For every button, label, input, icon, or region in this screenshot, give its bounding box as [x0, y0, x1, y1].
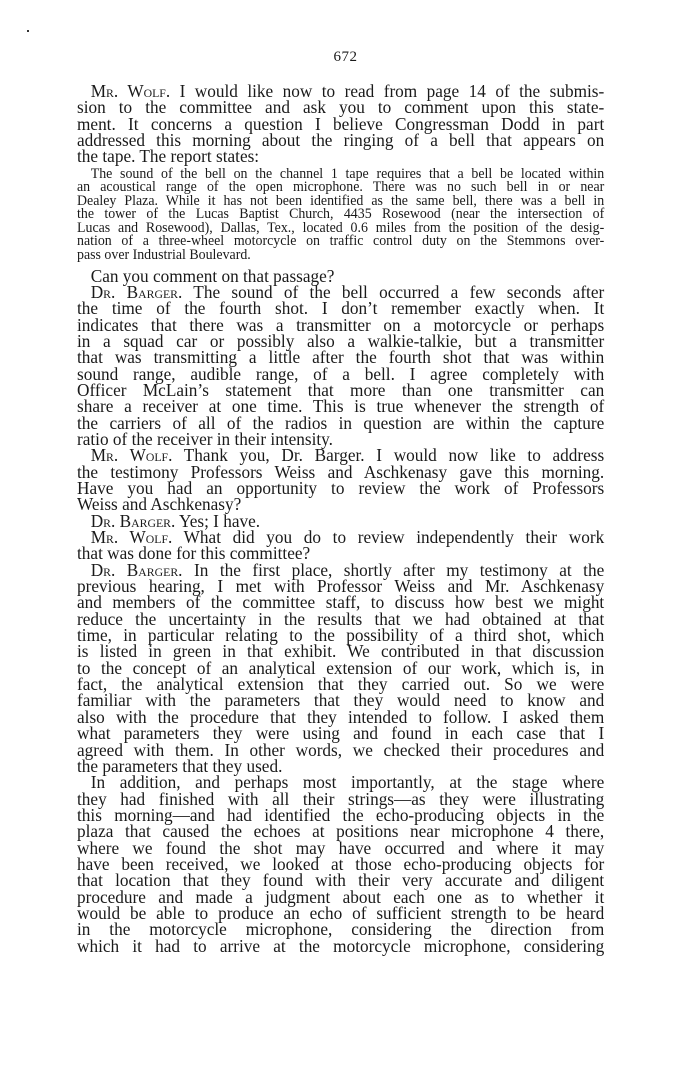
text-line: this morning—and had identified the echo-producing objects in the — [77, 804, 605, 825]
text-line: sion to the committee and ask you to comment upon this state- — [77, 97, 605, 118]
text-line: that was done for this committee? — [77, 543, 311, 564]
text-line: Mr. Wolf. Thank you, Dr. Barger. I would now like to address — [90, 445, 605, 466]
speech-paragraph — [77, 83, 615, 165]
text-line: Dr. Barger. Yes; I have. — [90, 510, 261, 531]
speaker-name: Dr. Barger. — [90, 559, 183, 580]
speech-paragraph — [77, 529, 615, 562]
text-line: fact, the analytical extension that they carried out. So we were — [77, 674, 605, 695]
text-line: the parameters that they used. — [77, 755, 283, 776]
text-line: have been received, we looked at those echo-producing objects for — [77, 853, 605, 874]
text-line: reduce the uncertainty in the results that we had obtained at that — [77, 608, 605, 629]
text-line: familiar with the parameters that they would need to know and — [77, 690, 605, 711]
quote-line: nation of a three-wheel motorcycle on traffic control duty on the Stemmons over- — [77, 233, 605, 250]
text-line: Can you comment on that passage? — [90, 265, 335, 286]
text-line: In addition, and perhaps most importantly, at the stage where — [90, 772, 605, 793]
quote-line: an acoustical range of the open microphone. There was no such bell in or near — [77, 179, 605, 196]
text-line: and members of the committee staff, to discuss how best we might — [77, 592, 605, 613]
text-line: ment. It concerns a question I believe Congressman Dodd in part — [77, 113, 605, 134]
text-line: the time of the fourth shot. I don’t remember exactly when. It — [77, 298, 605, 319]
speaker-name: Dr. Barger. — [90, 510, 176, 531]
speech-paragraph — [77, 559, 615, 776]
text-line: indicates that there was a transmitter on a motorcycle or perhaps — [77, 314, 605, 335]
text-line: previous hearing, I met with Professor Weiss and Mr. Aschkenasy — [77, 576, 605, 597]
text-line: Mr. Wolf. I would like now to read from page 14 of the submis- — [90, 81, 605, 101]
text-line: also with the procedure that they intended to follow. I asked them — [77, 706, 605, 727]
text-line: the carriers of all of the radios in question are within the capture — [77, 412, 605, 433]
text-line: where we found the shot may have occurred and where it may — [77, 837, 605, 858]
text-line: that was transmitting a little after the fourth shot that was within — [77, 347, 605, 368]
text-line: the testimony Professors Weiss and Aschkenasy gave this morning. — [77, 461, 605, 482]
text-line: Dr. Barger. In the first place, shortly after my testimony at the — [90, 559, 605, 580]
text-line: ratio of the receiver in their intensity. — [77, 428, 333, 449]
block-quote — [77, 165, 615, 263]
text-line: is listed in green in that exhibit. We contributed in that discussion — [77, 641, 605, 662]
text-line: in a squad car or possibly also a walkie-talkie, but a transmitter — [77, 330, 605, 351]
speech-paragraph — [77, 281, 615, 449]
text-line: Dr. Barger. The sound of the bell occurred a few seconds after — [90, 281, 605, 302]
quote-line: the tower of the Lucas Baptist Church, 4435 Rosewood (near the intersection of — [77, 206, 605, 223]
text-line: Mr. Wolf. What did you do to review independently their work — [90, 527, 605, 548]
quote-line: Dealey Plaza. While it has not been identified as the same bell, there was a bell in — [77, 192, 605, 209]
scan-speck — [27, 30, 29, 32]
text-line: plaza that caused the echoes at positions near microphone 4 there, — [77, 821, 605, 842]
text-line: procedure and made a judgment about each one as to whether it — [77, 886, 605, 907]
speaker-name: Mr. Wolf. — [90, 445, 173, 466]
text-line: what parameters they were using and found in each case that I — [77, 723, 605, 744]
quote-line: The sound of the bell on the channel 1 tape requires that a bell be located within — [90, 165, 605, 182]
text-line: sound range, audible range, of a bell. I agree completely with — [77, 363, 605, 384]
text-line: time, in particular relating to the possibility of a third shot, which — [77, 625, 605, 646]
plain-paragraph — [77, 774, 615, 954]
text-line: would be able to produce an echo of sufficient strength to be heard — [77, 902, 605, 923]
quote-line: pass over Industrial Boulevard. — [77, 247, 251, 263]
text-line: the tape. The report states: — [77, 146, 260, 167]
quote-line: Lucas and Rosewood), Dallas, Tex., located 0.6 miles from the position of the desig- — [77, 219, 605, 236]
text-line: that location that they found with their very accurate and diligent — [77, 870, 605, 891]
page-body — [77, 83, 615, 954]
text-line: Have you had an opportunity to review the work of Professors — [77, 478, 605, 499]
speech-paragraph — [77, 445, 615, 515]
text-line: Officer McLain’s statement that more than one transmitter can — [77, 379, 605, 400]
text-line: in the motorcycle microphone, considering the direction from — [77, 919, 605, 940]
text-line: agreed with them. In other words, we checked their procedures and — [77, 739, 605, 760]
text-line: Weiss and Aschkenasy? — [77, 494, 242, 515]
page-number: 672 — [333, 49, 358, 65]
text-line: which it had to arrive at the motorcycle microphone, considering — [77, 935, 605, 956]
text-line: to the concept of an analytical extension of our work, which is, in — [77, 657, 605, 678]
speaker-name: Mr. Wolf. — [90, 81, 171, 101]
text-line: addressed this morning about the ringing of a bell that appears on — [77, 130, 605, 151]
speaker-name: Dr. Barger. — [90, 281, 183, 302]
speaker-name: Mr. Wolf. — [90, 527, 173, 548]
text-line: share a receiver at one time. This is true whenever the strength of — [77, 396, 605, 417]
text-line: they had finished with all their strings—as they were illustrating — [77, 788, 605, 809]
